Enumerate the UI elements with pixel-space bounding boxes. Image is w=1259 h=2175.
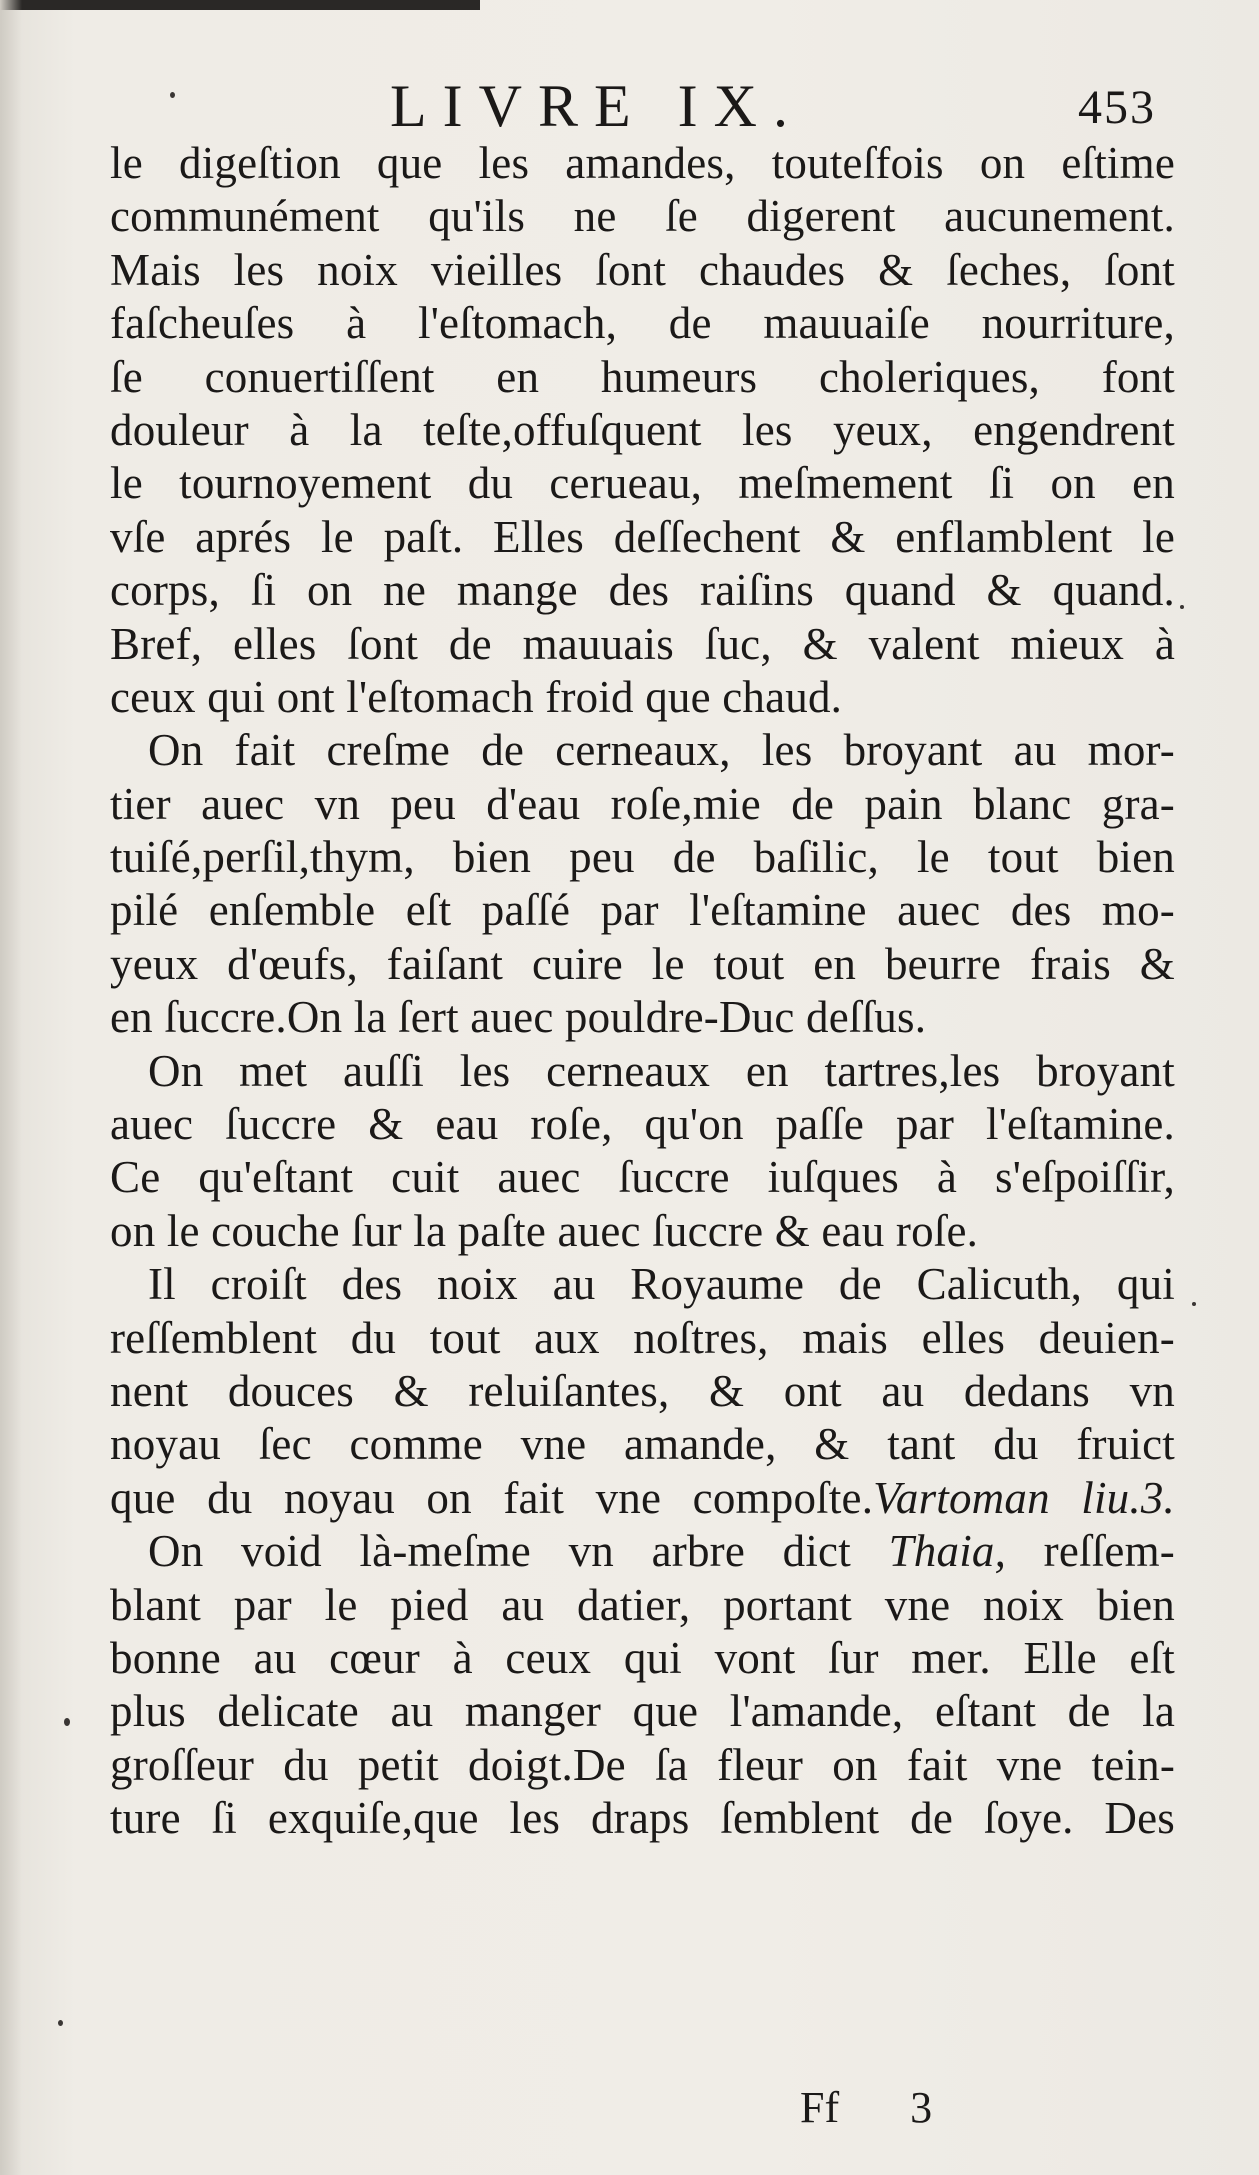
text-line: le tournoyement du cerueau, meſmement ſi on en	[110, 458, 1175, 509]
page-top-shadow	[0, 0, 480, 10]
text-line: Mais les noix vieilles ſont chaudes & ſeches, ſont	[110, 244, 1175, 295]
signature-number: 3	[910, 2083, 933, 2132]
text-line: nent douces & reluiſantes, & ont au dedans vn	[110, 1365, 1175, 1416]
page-number: 453	[1078, 81, 1156, 134]
text-line: communément qu'ils ne ſe digerent aucunement.	[110, 191, 1175, 242]
text-line: on le couche ſur la paſte auec ſuccre & eau roſe.	[110, 1205, 979, 1256]
ink-speck	[170, 92, 175, 98]
text-line-with-citation	[110, 1472, 1175, 1525]
body-text	[110, 137, 1175, 1846]
text-line: corps, ſi on ne mange des raiſins quand & quand.	[110, 565, 1175, 616]
text-line: ceux qui ont l'eſtomach froid que chaud.	[110, 671, 843, 722]
text-line: pilé enſemble eſt paſſé par l'eſtamine auec des mo-	[110, 885, 1175, 936]
text-line: groſſeur du petit doigt.De ſa fleur on fait vne tein-	[110, 1739, 1175, 1790]
page-header	[0, 66, 1259, 146]
text-line: yeux d'œufs, faiſant cuire le tout en beurre frais &	[110, 938, 1175, 989]
page-gutter-shadow	[0, 0, 22, 2175]
ink-speck	[64, 1718, 70, 1726]
tree-name: Thaia,	[888, 1526, 1007, 1577]
text-line: tier auec vn peu d'eau roſe,mie de pain blanc gra-	[110, 778, 1175, 829]
text-line: douleur à la teſte,offuſquent les yeux, engendrent	[110, 404, 1175, 455]
text-line: blant par le pied au datier, portant vne noix bien	[110, 1579, 1175, 1630]
paragraph-start-line	[110, 1525, 1175, 1578]
signature-letters: Ff	[800, 2083, 840, 2132]
text-line: reſſemblent du tout aux noſtres, mais elles deuien-	[110, 1312, 1175, 1363]
text-line: le digeſtion que les amandes, touteſfois on eſtime	[110, 138, 1175, 188]
marginal-citation: Vartoman liu.3.	[873, 1472, 1175, 1523]
text-line: Ce qu'eſtant cuit auec ſuccre iuſques à s'eſpoiſſir,	[110, 1152, 1175, 1203]
paragraph-start-line: On fait creſme de cerneaux, les broyant au mor-	[148, 725, 1175, 776]
ink-speck	[1180, 605, 1184, 609]
text-line: plus delicate au manger que l'amande, eſtant de la	[110, 1686, 1175, 1737]
text-segment: reſſem-	[1006, 1526, 1175, 1577]
text-segment: On void là-meſme vn arbre dict	[148, 1526, 889, 1577]
text-line: auec ſuccre & eau roſe, qu'on paſſe par l'eſtamine.	[110, 1099, 1175, 1150]
text-line: faſcheuſes à l'eſtomach, de mauuaiſe nourriture,	[110, 298, 1175, 349]
signature-mark	[800, 2078, 932, 2138]
ink-speck	[58, 2020, 63, 2026]
text-line: en ſuccre.On la ſert auec pouldre-Duc deſſus.	[110, 992, 927, 1043]
text-line: ture ſi exquiſe,que les draps ſemblent de ſoye. Des	[110, 1793, 1175, 1844]
paragraph-start-line: On met auſſi les cerneaux en tartres,les broyant	[148, 1045, 1175, 1096]
text-segment: que du noyau on fait vne compoſte.	[110, 1472, 874, 1523]
text-line: ſe conuertiſſent en humeurs choleriques, font	[110, 351, 1175, 402]
paragraph-start-line: Il croiſt des noix au Royaume de Calicuth, qui	[148, 1259, 1175, 1310]
running-title: LIVRE IX.	[390, 73, 804, 139]
text-line: noyau ſec comme vne amande, & tant du fruict	[110, 1419, 1175, 1470]
text-line: vſe aprés le paſt. Elles deſſechent & enflamblent le	[110, 511, 1175, 562]
text-line: tuiſé,perſil,thym, bien peu de baſilic, le tout bien	[110, 832, 1175, 883]
ink-speck	[1192, 1302, 1196, 1306]
text-line: bonne au cœur à ceux qui vont ſur mer. Elle eſt	[110, 1632, 1175, 1683]
text-line: Bref, elles ſont de mauuais ſuc, & valent mieux à	[110, 618, 1175, 669]
